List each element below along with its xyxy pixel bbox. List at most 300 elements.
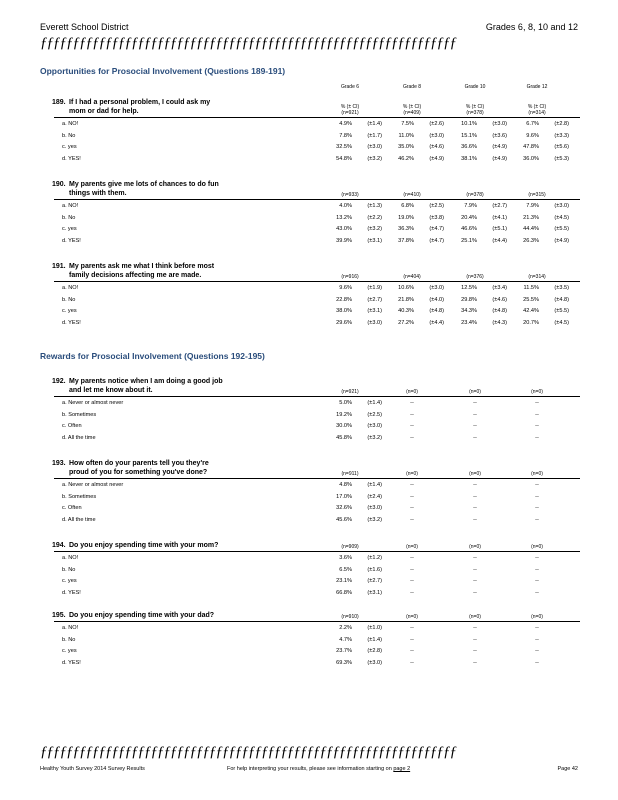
confidence-interval: (±3.5) <box>554 285 569 291</box>
percent-value: 4.9% <box>339 121 352 127</box>
stat-header-1: % (± CI) <box>402 104 422 110</box>
response-label: d. YES! <box>62 319 81 326</box>
percent-value: 11.5% <box>523 285 539 291</box>
response-label: d. All the time <box>62 516 96 523</box>
response-label: b. No <box>62 566 76 573</box>
percent-value: -- <box>410 434 414 441</box>
confidence-interval: (±4.9) <box>492 144 507 150</box>
response-row <box>62 131 580 142</box>
sample-size: (n=916) <box>341 274 359 280</box>
percent-value: -- <box>473 625 477 631</box>
percent-value: -- <box>535 400 539 406</box>
response-label: a. NO! <box>62 625 79 631</box>
confidence-interval: (±3.2) <box>367 226 382 232</box>
response-label: b. No <box>62 214 76 221</box>
percent-value: -- <box>410 516 414 523</box>
percent-value: 36.3% <box>398 226 414 232</box>
question-line-1-text: If I had a personal problem, I could ask my <box>69 99 211 106</box>
response-row <box>62 410 580 421</box>
percent-value: -- <box>473 648 477 654</box>
percent-value: 38.0% <box>336 308 352 314</box>
percent-value: -- <box>535 625 539 631</box>
question-line-1 <box>52 98 210 107</box>
question-line-1-text: Do you enjoy spending time with your dad? <box>69 612 215 619</box>
question-divider <box>54 478 580 479</box>
percent-value: -- <box>535 659 539 666</box>
confidence-interval: (±1.3) <box>367 203 382 209</box>
percent-value: 45.6% <box>336 516 352 523</box>
confidence-interval: (±2.8) <box>367 648 382 654</box>
percent-value: -- <box>473 659 477 666</box>
response-row <box>62 588 580 599</box>
percent-value: 21.3% <box>523 214 539 221</box>
question-divider <box>54 281 580 282</box>
percent-value: 29.8% <box>461 296 477 303</box>
confidence-interval: (±2.7) <box>367 296 382 303</box>
response-row <box>62 213 580 224</box>
grade-header-2: Grade 10 <box>464 84 486 90</box>
question-line-2: mom or dad for help. <box>69 108 139 115</box>
percent-value: 32.6% <box>336 505 352 511</box>
sample-size: (n=0) <box>406 614 418 620</box>
question-text <box>52 459 209 477</box>
percent-value: 47.8% <box>523 144 539 150</box>
percent-value: 40.3% <box>398 308 414 314</box>
response-label: b. No <box>62 132 76 139</box>
response-row <box>62 492 580 503</box>
response-row <box>62 421 580 432</box>
confidence-interval: (±1.4) <box>367 400 382 406</box>
sample-size: (n=909) <box>341 544 359 550</box>
percent-value: -- <box>535 482 539 488</box>
percent-value: -- <box>535 589 539 596</box>
percent-value: -- <box>535 423 539 429</box>
sample-size: (n=933) <box>341 192 359 198</box>
response-row <box>62 142 580 153</box>
response-row <box>62 623 580 634</box>
confidence-interval: (±3.6) <box>492 132 507 139</box>
sample-size: (n=0) <box>531 389 543 395</box>
confidence-interval: (±4.9) <box>429 155 444 162</box>
sample-size: (n=409) <box>403 110 421 116</box>
response-row <box>62 306 580 317</box>
percent-value: 23.4% <box>461 319 477 326</box>
percent-value: 19.2% <box>336 411 352 418</box>
confidence-interval: (±5.1) <box>492 226 507 232</box>
confidence-interval: (±3.1) <box>367 308 382 314</box>
response-row <box>62 236 580 247</box>
percent-value: -- <box>535 516 539 523</box>
percent-value: 30.0% <box>336 423 352 429</box>
percent-value: 36.6% <box>461 144 477 150</box>
confidence-interval: (±1.9) <box>367 285 382 291</box>
percent-value: -- <box>535 505 539 511</box>
question-divider <box>54 396 580 397</box>
question-line-1-text: How often do your parents tell you they're <box>69 460 209 467</box>
confidence-interval: (±1.0) <box>367 625 382 631</box>
sample-size: (n=0) <box>406 544 418 550</box>
grade-header-1: Grade 8 <box>402 84 422 90</box>
confidence-interval: (±2.2) <box>367 214 382 221</box>
percent-value: -- <box>410 566 414 573</box>
percent-value: 43.0% <box>336 226 352 232</box>
sample-size: (n=314) <box>528 274 546 280</box>
response-row <box>62 646 580 657</box>
percent-value: 37.8% <box>398 237 414 244</box>
percent-value: 32.5% <box>336 144 352 150</box>
percent-value: -- <box>535 578 539 584</box>
response-row <box>62 635 580 646</box>
response-row <box>62 565 580 576</box>
confidence-interval: (±3.4) <box>492 285 507 291</box>
sample-size: (n=0) <box>406 471 418 477</box>
confidence-interval: (±3.2) <box>367 155 382 162</box>
sample-size: (n=378) <box>466 110 484 116</box>
confidence-interval: (±4.6) <box>429 144 444 150</box>
sample-size: (n=315) <box>528 192 546 198</box>
sample-size: (n=921) <box>341 110 359 116</box>
confidence-interval: (±3.3) <box>554 132 569 139</box>
decorative-rule-top: ƒƒƒƒƒƒƒƒƒƒƒƒƒƒƒƒƒƒƒƒƒƒƒƒƒƒƒƒƒƒƒƒƒƒƒƒƒƒƒƒƒƒƒƒƒƒƒƒƒƒƒƒƒƒƒƒƒƒƒƒƒƒƒƒ <box>40 36 456 50</box>
percent-value: 54.8% <box>336 155 352 162</box>
percent-value: -- <box>473 566 477 573</box>
percent-value: 7.9% <box>526 203 539 209</box>
confidence-interval: (±3.0) <box>367 319 382 326</box>
sample-size: (n=0) <box>531 471 543 477</box>
response-label: b. No <box>62 636 76 643</box>
confidence-interval: (±4.4) <box>429 319 444 326</box>
percent-value: -- <box>473 578 477 584</box>
percent-value: -- <box>473 423 477 429</box>
grades-label: Grades 6, 8, 10 and 12 <box>485 22 578 32</box>
question-number: 193. <box>52 460 66 467</box>
response-label: b. Sometimes <box>62 411 97 418</box>
confidence-interval: (±5.5) <box>554 226 569 232</box>
percent-value: -- <box>410 482 414 488</box>
percent-value: -- <box>535 566 539 573</box>
question-number: 191. <box>52 263 66 270</box>
confidence-interval: (±4.9) <box>554 237 569 244</box>
confidence-interval: (±4.1) <box>492 214 507 221</box>
confidence-interval: (±3.0) <box>367 423 382 429</box>
percent-value: 4.7% <box>339 636 352 643</box>
percent-value: -- <box>410 636 414 643</box>
district-name: Everett School District <box>40 22 129 32</box>
question-line-1 <box>52 262 214 271</box>
percent-value: -- <box>473 434 477 441</box>
percent-value: 46.6% <box>461 226 477 232</box>
percent-value: -- <box>410 578 414 584</box>
question-text <box>52 262 214 280</box>
percent-value: -- <box>410 648 414 654</box>
response-label: a. NO! <box>62 285 79 291</box>
sample-size: (n=911) <box>341 471 359 477</box>
percent-value: -- <box>410 589 414 596</box>
percent-value: 26.3% <box>523 237 539 244</box>
sample-size: (n=0) <box>469 614 481 620</box>
percent-value: -- <box>473 589 477 596</box>
confidence-interval: (±2.5) <box>367 411 382 418</box>
percent-value: 10.6% <box>398 285 414 291</box>
response-label: a. NO! <box>62 555 79 561</box>
footer-survey-title: Healthy Youth Survey 2014 Survey Results <box>40 766 145 772</box>
response-label: c. yes <box>62 308 77 314</box>
response-row <box>62 658 580 669</box>
percent-value: -- <box>473 555 477 561</box>
percent-value: 12.5% <box>461 285 477 291</box>
response-label: d. YES! <box>62 237 81 244</box>
question-divider <box>54 117 580 118</box>
sample-size: (n=921) <box>341 389 359 395</box>
confidence-interval: (±1.4) <box>367 482 382 488</box>
percent-value: -- <box>410 400 414 406</box>
response-label: b. Sometimes <box>62 493 97 500</box>
question-line-2: things with them. <box>69 190 127 197</box>
response-label: d. All the time <box>62 434 96 441</box>
grade-header-3: Grade 12 <box>526 84 548 90</box>
percent-value: -- <box>535 493 539 500</box>
percent-value: -- <box>473 411 477 418</box>
question-line-1-text: My parents ask me what I think before most <box>69 263 215 270</box>
response-label: b. No <box>62 296 76 303</box>
sample-size: (n=0) <box>406 389 418 395</box>
confidence-interval: (±3.0) <box>367 505 382 511</box>
question-text <box>52 98 210 116</box>
question-line-1-text: My parents notice when I am doing a good job <box>69 378 223 385</box>
percent-value: -- <box>535 411 539 418</box>
response-label: d. YES! <box>62 659 81 666</box>
sample-size: (n=910) <box>341 614 359 620</box>
question-divider <box>54 199 580 200</box>
percent-value: 6.7% <box>526 121 539 127</box>
percent-value: 6.5% <box>339 566 352 573</box>
question-number: 189. <box>52 99 66 106</box>
confidence-interval: (±3.0) <box>492 121 507 127</box>
confidence-interval: (±4.8) <box>554 296 569 303</box>
question-line-1-text: My parents give me lots of chances to do fun <box>69 181 219 188</box>
response-row <box>62 576 580 587</box>
confidence-interval: (±2.5) <box>429 203 444 209</box>
percent-value: 42.4% <box>523 308 539 314</box>
percent-value: -- <box>410 505 414 511</box>
percent-value: -- <box>410 659 414 666</box>
question-line-2: and let me know about it. <box>69 387 153 394</box>
response-row <box>62 480 580 491</box>
confidence-interval: (±3.0) <box>367 659 382 666</box>
percent-value: -- <box>535 648 539 654</box>
percent-value: -- <box>410 625 414 631</box>
confidence-interval: (±4.9) <box>492 155 507 162</box>
percent-value: 10.1% <box>461 121 477 127</box>
confidence-interval: (±1.4) <box>367 636 382 643</box>
confidence-interval: (±1.2) <box>367 555 382 561</box>
stat-header-3: % (± CI) <box>527 104 547 110</box>
confidence-interval: (±2.6) <box>429 121 444 127</box>
percent-value: 23.1% <box>336 578 352 584</box>
sample-size: (n=378) <box>466 192 484 198</box>
percent-value: 11.0% <box>398 132 414 139</box>
percent-value: 19.0% <box>398 214 414 221</box>
response-row <box>62 503 580 514</box>
confidence-interval: (±2.7) <box>367 578 382 584</box>
confidence-interval: (±5.3) <box>554 155 569 162</box>
question-number: 194. <box>52 542 66 549</box>
question-line-1-text: Do you enjoy spending time with your mom? <box>69 542 219 549</box>
response-row <box>62 154 580 165</box>
stat-header-0: % (± CI) <box>340 104 360 110</box>
percent-value: -- <box>473 482 477 488</box>
percent-value: -- <box>410 493 414 500</box>
sample-size: (n=0) <box>531 614 543 620</box>
stat-header-2: % (± CI) <box>465 104 485 110</box>
response-row <box>62 224 580 235</box>
confidence-interval: (±5.6) <box>554 144 569 150</box>
question-text <box>52 541 218 550</box>
question-number: 190. <box>52 181 66 188</box>
confidence-interval: (±3.0) <box>429 285 444 291</box>
percent-value: -- <box>410 423 414 429</box>
confidence-interval: (±1.7) <box>367 132 382 139</box>
percent-value: 34.3% <box>461 308 477 314</box>
confidence-interval: (±1.6) <box>367 566 382 573</box>
percent-value: 7.5% <box>401 121 414 127</box>
question-text <box>52 611 214 620</box>
footer-page-number: Page 42 <box>557 766 578 772</box>
confidence-interval: (±4.8) <box>492 308 507 314</box>
footer-help-text: For help interpreting your results, please see information starting on <box>227 766 392 772</box>
response-row <box>62 433 580 444</box>
response-label: c. Often <box>62 505 82 511</box>
response-label: c. yes <box>62 144 77 150</box>
percent-value: -- <box>410 411 414 418</box>
confidence-interval: (±2.7) <box>492 203 507 209</box>
percent-value: 6.8% <box>401 203 414 209</box>
confidence-interval: (±4.8) <box>429 308 444 314</box>
sample-size: (n=410) <box>403 192 421 198</box>
footer-help-note <box>227 766 410 772</box>
confidence-interval: (±4.7) <box>429 226 444 232</box>
percent-value: -- <box>473 505 477 511</box>
response-label: a. NO! <box>62 121 79 127</box>
question-divider <box>54 621 580 622</box>
percent-value: 39.9% <box>336 237 352 244</box>
percent-value: -- <box>473 493 477 500</box>
question-line-2: proud of you for something you've done? <box>69 469 208 476</box>
response-label: a. Never or almost never <box>62 400 124 406</box>
percent-value: 22.8% <box>336 296 352 303</box>
percent-value: 69.3% <box>336 659 352 666</box>
percent-value: 7.9% <box>464 203 477 209</box>
sample-size: (n=0) <box>469 389 481 395</box>
question-text <box>52 377 223 395</box>
sample-size: (n=314) <box>528 110 546 116</box>
confidence-interval: (±4.4) <box>492 237 507 244</box>
percent-value: 46.2% <box>398 155 414 162</box>
percent-value: 25.1% <box>461 237 477 244</box>
percent-value: 9.6% <box>339 285 352 291</box>
percent-value: -- <box>473 400 477 406</box>
sample-size: (n=376) <box>466 274 484 280</box>
percent-value: -- <box>535 434 539 441</box>
percent-value: 7.8% <box>339 132 352 139</box>
percent-value: 36.0% <box>523 155 539 162</box>
footer-page-link[interactable]: page 2 <box>393 766 411 772</box>
percent-value: 45.8% <box>336 434 352 441</box>
response-label: c. yes <box>62 226 77 232</box>
percent-value: 4.8% <box>339 482 352 488</box>
confidence-interval: (±2.8) <box>554 121 569 127</box>
percent-value: 25.5% <box>523 296 539 303</box>
percent-value: 20.7% <box>523 319 539 326</box>
response-row <box>62 295 580 306</box>
grade-header-0: Grade 6 <box>340 84 360 90</box>
percent-value: 9.6% <box>526 132 539 139</box>
sample-size: (n=0) <box>469 471 481 477</box>
percent-value: -- <box>535 555 539 561</box>
response-row <box>62 515 580 526</box>
question-divider <box>54 551 580 552</box>
percent-value: 2.2% <box>339 625 352 631</box>
question-line-1 <box>52 459 209 468</box>
question-line-1 <box>52 611 214 620</box>
percent-value: 21.8% <box>398 296 414 303</box>
question-text <box>52 180 219 198</box>
confidence-interval: (±4.3) <box>492 319 507 326</box>
confidence-interval: (±3.2) <box>367 516 382 523</box>
percent-value: 20.4% <box>461 214 477 221</box>
percent-value: -- <box>410 555 414 561</box>
section-title-rewards: Rewards for Prosocial Involvement (Questions 192-195) <box>40 351 265 361</box>
percent-value: 17.0% <box>336 493 352 500</box>
response-row <box>62 553 580 564</box>
response-row <box>62 398 580 409</box>
confidence-interval: (±3.1) <box>367 237 382 244</box>
percent-value: 27.2% <box>398 319 414 326</box>
response-row <box>62 201 580 212</box>
sample-size: (n=404) <box>403 274 421 280</box>
percent-value: 4.0% <box>339 203 352 209</box>
percent-value: 66.8% <box>336 589 352 596</box>
percent-value: 38.1% <box>461 155 477 162</box>
sample-size: (n=0) <box>469 544 481 550</box>
response-label: c. Often <box>62 423 82 429</box>
question-line-1 <box>52 377 223 386</box>
confidence-interval: (±4.6) <box>492 296 507 303</box>
confidence-interval: (±5.5) <box>554 308 569 314</box>
confidence-interval: (±3.2) <box>367 434 382 441</box>
confidence-interval: (±2.4) <box>367 493 382 500</box>
percent-value: 29.6% <box>336 319 352 326</box>
percent-value: 35.0% <box>398 144 414 150</box>
percent-value: 3.6% <box>339 555 352 561</box>
question-number: 195. <box>52 612 66 619</box>
confidence-interval: (±3.8) <box>429 214 444 221</box>
section-title-opportunities: Opportunities for Prosocial Involvement (Questions 189-191) <box>40 66 286 76</box>
question-line-1 <box>52 180 219 189</box>
percent-value: -- <box>473 636 477 643</box>
confidence-interval: (±3.0) <box>554 203 569 209</box>
confidence-interval: (±4.7) <box>429 237 444 244</box>
confidence-interval: (±4.5) <box>554 319 569 326</box>
response-row <box>62 283 580 294</box>
confidence-interval: (±1.4) <box>367 121 382 127</box>
response-label: d. YES! <box>62 589 81 596</box>
percent-value: 44.4% <box>523 226 539 232</box>
percent-value: 15.1% <box>461 132 477 139</box>
response-row <box>62 119 580 130</box>
response-label: d. YES! <box>62 155 81 162</box>
confidence-interval: (±3.0) <box>367 144 382 150</box>
